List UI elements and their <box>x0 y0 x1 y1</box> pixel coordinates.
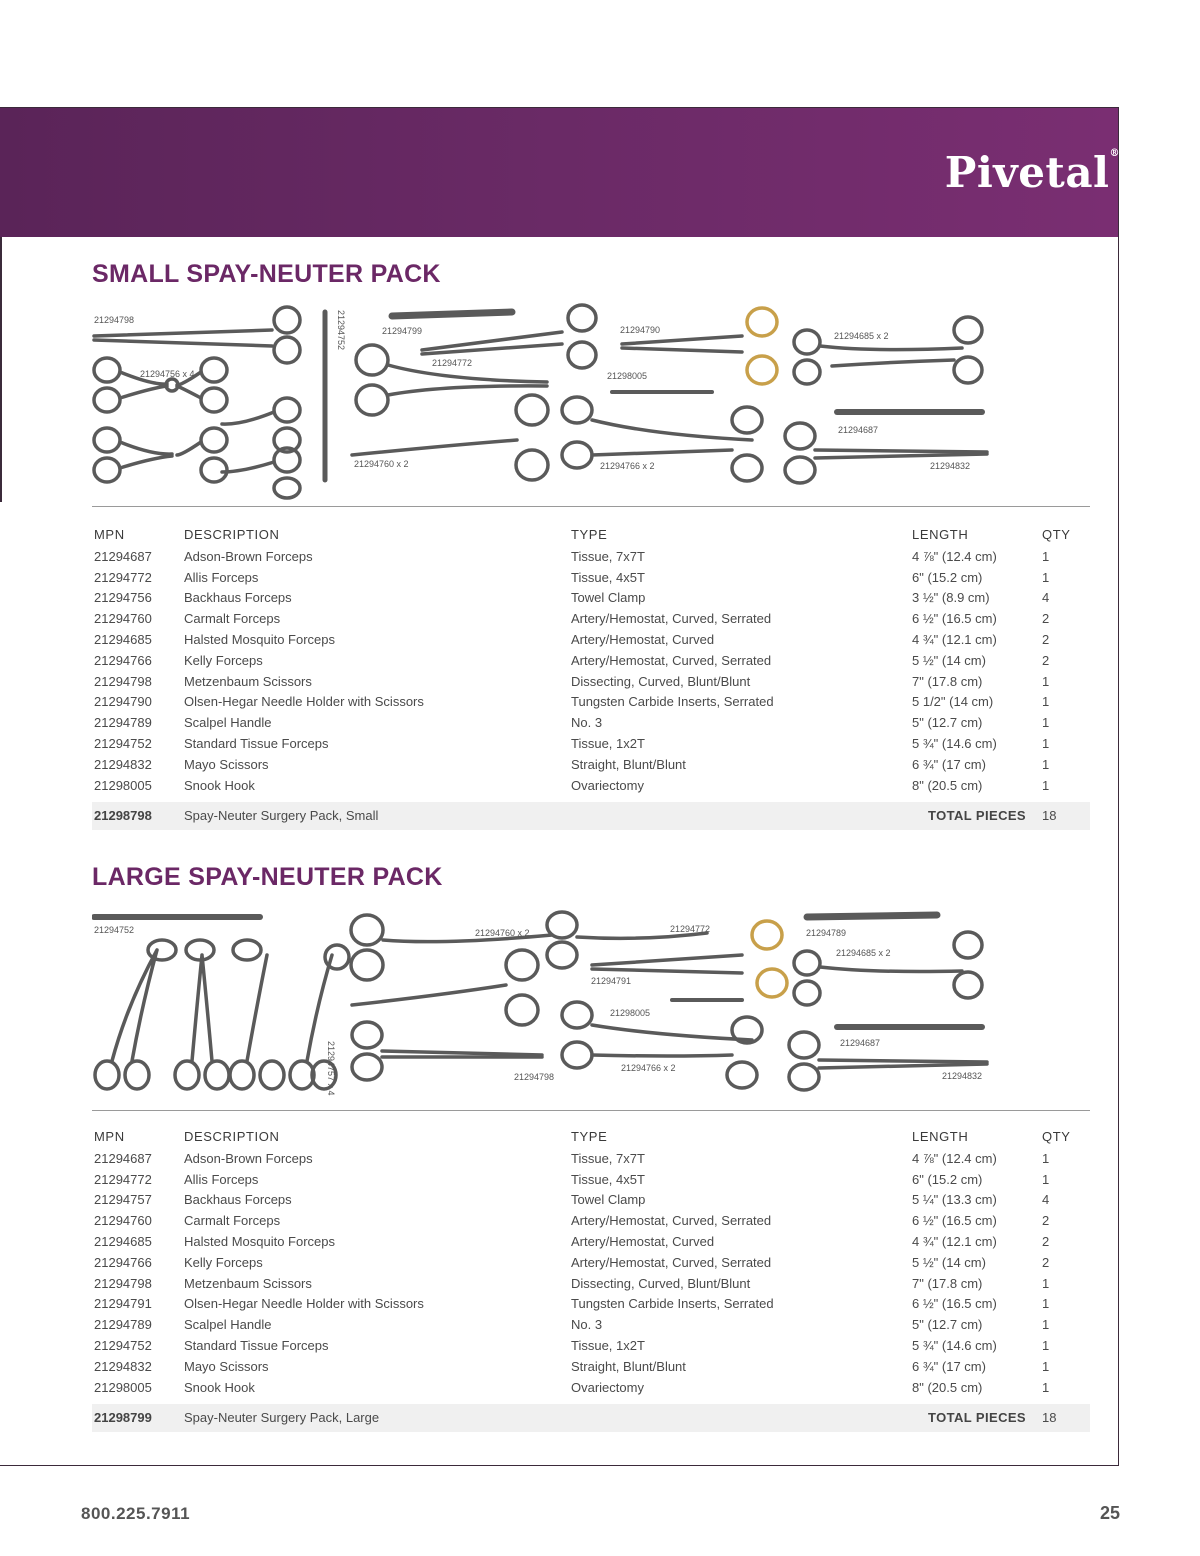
cell-mpn: 21294766 <box>94 1254 152 1270</box>
table-row <box>92 754 1090 775</box>
large-label-21294791: 21294791 <box>591 976 632 986</box>
large-label-21294687: 21294687 <box>840 1038 881 1048</box>
small-label-21294772: 21294772 <box>432 358 473 368</box>
large-label-21294685: 21294685 x 2 <box>836 948 891 958</box>
cell-description: Olsen-Hegar Needle Holder with Scissors <box>184 694 424 710</box>
cell-length: 7" (17.8 cm) <box>912 1275 983 1291</box>
cell-description: Scalpel Handle <box>184 1317 272 1333</box>
cell-length: 6 ¾" (17 cm) <box>912 756 986 772</box>
cell-length: 7" (17.8 cm) <box>912 673 983 689</box>
cell-qty: 1 <box>1042 694 1050 710</box>
cell-qty: 2 <box>1042 1254 1050 1270</box>
mayo-scissors-icon <box>785 423 987 483</box>
cell-mpn: 21294789 <box>94 1317 152 1333</box>
total-row <box>92 1404 1090 1432</box>
table-row <box>92 1231 1090 1252</box>
cell-mpn: 21294757 <box>94 1192 152 1208</box>
cell-mpn: 21294789 <box>94 715 152 731</box>
table-header-row <box>92 1127 1090 1148</box>
col-type: TYPE <box>571 1128 608 1144</box>
large-pack-title: LARGE SPAY-NEUTER PACK <box>92 863 443 891</box>
cell-length: 6 ½" (16.5 cm) <box>912 611 997 627</box>
col-mpn: MPN <box>94 526 125 542</box>
cell-type: Artery/Hemostat, Curved <box>571 632 715 648</box>
table-row <box>92 733 1090 754</box>
cell-length: 6" (15.2 cm) <box>912 1171 983 1187</box>
cell-mpn: 21294760 <box>94 1213 152 1229</box>
cell-type: Straight, Blunt/Blunt <box>571 756 686 772</box>
table-row <box>92 1148 1090 1169</box>
large-table-top-rule <box>92 1110 1090 1111</box>
small-label-21294760: 21294760 x 2 <box>354 459 409 469</box>
table-row <box>92 775 1090 796</box>
small-label-21298005: 21298005 <box>607 371 648 381</box>
cell-qty: 1 <box>1042 715 1050 731</box>
backhaus-clamp-icon <box>95 940 349 1089</box>
pivetal-logo: Pivetal® <box>944 148 1120 197</box>
large-label-21298005: 21298005 <box>610 1008 651 1018</box>
cell-length: 8" (20.5 cm) <box>912 777 983 793</box>
table-row <box>92 1335 1090 1356</box>
cell-mpn: 21294790 <box>94 694 152 710</box>
cell-description: Metzenbaum Scissors <box>184 1275 312 1291</box>
cell-mpn: 21294798 <box>94 673 152 689</box>
table-header-row <box>92 525 1090 546</box>
table-row <box>92 629 1090 650</box>
table-row <box>92 1190 1090 1211</box>
scalpel-handle-icon <box>392 312 512 316</box>
cell-qty: 1 <box>1042 1338 1050 1354</box>
cell-type: Tissue, 4x5T <box>571 569 645 585</box>
cell-length: 6 ½" (16.5 cm) <box>912 1213 997 1229</box>
cell-description: Kelly Forceps <box>184 1254 263 1270</box>
cell-length: 6" (15.2 cm) <box>912 569 983 585</box>
cell-mpn: 21298005 <box>94 1379 152 1395</box>
large-label-21294789: 21294789 <box>806 928 847 938</box>
cell-length: 5 ½" (14 cm) <box>912 1254 986 1270</box>
scalpel-handle-icon <box>807 915 937 917</box>
large-label-21294798: 21294798 <box>514 1072 555 1082</box>
small-instruments-illustration <box>92 300 1088 500</box>
cell-qty: 4 <box>1042 1192 1050 1208</box>
table-row <box>92 650 1090 671</box>
cell-length: 4 ¾" (12.1 cm) <box>912 632 997 648</box>
cell-description: Halsted Mosquito Forceps <box>184 632 336 648</box>
cell-qty: 2 <box>1042 632 1050 648</box>
cell-length: 5" (12.7 cm) <box>912 715 983 731</box>
cell-length: 3 ½" (8.9 cm) <box>912 590 990 606</box>
logo-text: Pivetal <box>944 148 1110 197</box>
total-row <box>92 802 1090 830</box>
table-row <box>92 1356 1090 1377</box>
cell-description: Scalpel Handle <box>184 715 272 731</box>
cell-type: Tissue, 1x2T <box>571 736 645 752</box>
cell-qty: 2 <box>1042 652 1050 668</box>
cell-description: Mayo Scissors <box>184 756 269 772</box>
total-pieces-qty: 18 <box>1040 1404 1090 1432</box>
left-border <box>0 237 2 502</box>
total-description: Spay-Neuter Surgery Pack, Small <box>182 802 910 830</box>
cell-length: 4 ⅞" (12.4 cm) <box>912 1150 997 1166</box>
cell-description: Halsted Mosquito Forceps <box>184 1234 336 1250</box>
table-row <box>92 1314 1090 1335</box>
col-qty: QTY <box>1042 526 1071 542</box>
cell-mpn: 21294772 <box>94 1171 152 1187</box>
cell-length: 6 ¾" (17 cm) <box>912 1358 986 1374</box>
cell-qty: 2 <box>1042 611 1050 627</box>
small-label-21294790: 21294790 <box>620 325 661 335</box>
table-row <box>92 567 1090 588</box>
cell-type: Artery/Hemostat, Curved, Serrated <box>571 652 772 668</box>
col-length: LENGTH <box>912 1128 969 1144</box>
cell-mpn: 21294832 <box>94 1358 152 1374</box>
small-label-21294799: 21294799 <box>382 326 423 336</box>
cell-type: Straight, Blunt/Blunt <box>571 1358 686 1374</box>
cell-description: Standard Tissue Forceps <box>184 736 329 752</box>
small-pack-instruments-image <box>92 300 1088 500</box>
col-type: TYPE <box>571 526 608 542</box>
cell-type: Artery/Hemostat, Curved <box>571 1234 715 1250</box>
col-description: DESCRIPTION <box>184 526 280 542</box>
cell-qty: 1 <box>1042 777 1050 793</box>
col-qty: QTY <box>1042 1128 1071 1144</box>
small-pack-title: SMALL SPAY-NEUTER PACK <box>92 260 441 288</box>
cell-type: Artery/Hemostat, Curved, Serrated <box>571 1254 772 1270</box>
footer-phone: 800.225.7911 <box>81 1504 191 1523</box>
total-pieces-label: TOTAL PIECES <box>910 802 1040 830</box>
cell-length: 5 ¾" (14.6 cm) <box>912 736 997 752</box>
cell-description: Allis Forceps <box>184 569 259 585</box>
cell-qty: 1 <box>1042 673 1050 689</box>
cell-mpn: 21294772 <box>94 569 152 585</box>
large-label-21294772: 21294772 <box>670 924 711 934</box>
cell-qty: 1 <box>1042 1358 1050 1374</box>
large-instruments-illustration <box>92 905 1088 1105</box>
small-label-21294766: 21294766 x 2 <box>600 461 655 471</box>
cell-qty: 1 <box>1042 736 1050 752</box>
large-label-21294766: 21294766 x 2 <box>621 1063 676 1073</box>
cell-description: Allis Forceps <box>184 1171 259 1187</box>
halsted-mosquito-icon <box>794 317 982 384</box>
cell-type: Tissue, 7x7T <box>571 548 645 564</box>
large-label-21294752: 21294752 <box>94 925 135 935</box>
cell-qty: 1 <box>1042 756 1050 772</box>
large-label-21294757: 21294757 x 4 <box>326 1041 336 1096</box>
small-label-21294752: 21294752 <box>336 310 346 351</box>
cell-type: Tissue, 4x5T <box>571 1171 645 1187</box>
table-row <box>92 546 1090 567</box>
cell-qty: 1 <box>1042 569 1050 585</box>
col-length: LENGTH <box>912 526 969 542</box>
cell-qty: 1 <box>1042 1171 1050 1187</box>
cell-mpn: 21294756 <box>94 590 152 606</box>
cell-description: Snook Hook <box>184 777 255 793</box>
cell-description: Adson-Brown Forceps <box>184 548 313 564</box>
cell-length: 5 ½" (14 cm) <box>912 652 986 668</box>
cell-length: 5 ¼" (13.3 cm) <box>912 1192 997 1208</box>
cell-type: Towel Clamp <box>571 1192 646 1208</box>
cell-type: Ovariectomy <box>571 1379 644 1395</box>
cell-length: 4 ⅞" (12.4 cm) <box>912 548 997 564</box>
mayo-scissors-icon <box>789 1032 987 1090</box>
cell-type: Ovariectomy <box>571 777 644 793</box>
cell-qty: 1 <box>1042 1379 1050 1395</box>
cell-description: Backhaus Forceps <box>184 1192 292 1208</box>
small-label-21294798: 21294798 <box>94 315 135 325</box>
cell-type: Dissecting, Curved, Blunt/Blunt <box>571 1275 751 1291</box>
table-row <box>92 1294 1090 1315</box>
cell-description: Mayo Scissors <box>184 1358 269 1374</box>
cell-type: Tungsten Carbide Inserts, Serrated <box>571 694 774 710</box>
cell-mpn: 21294791 <box>94 1296 152 1312</box>
cell-qty: 1 <box>1042 1275 1050 1291</box>
kelly-forceps-icon <box>562 397 762 481</box>
cell-qty: 1 <box>1042 1150 1050 1166</box>
cell-description: Metzenbaum Scissors <box>184 673 312 689</box>
total-pieces-qty: 18 <box>1040 802 1090 830</box>
cell-mpn: 21294832 <box>94 756 152 772</box>
cell-length: 4 ¾" (12.1 cm) <box>912 1234 997 1250</box>
table-row <box>92 588 1090 609</box>
small-label-21294685: 21294685 x 2 <box>834 331 889 341</box>
cell-mpn: 21294687 <box>94 1150 152 1166</box>
cell-length: 5" (12.7 cm) <box>912 1317 983 1333</box>
cell-type: No. 3 <box>571 1317 603 1333</box>
cell-description: Adson-Brown Forceps <box>184 1150 313 1166</box>
small-pack-table <box>92 525 1090 830</box>
cell-length: 5 ¾" (14.6 cm) <box>912 1338 997 1354</box>
cell-description: Olsen-Hegar Needle Holder with Scissors <box>184 1296 424 1312</box>
cell-qty: 1 <box>1042 1296 1050 1312</box>
cell-type: Tissue, 7x7T <box>571 1150 645 1166</box>
large-pack-instruments-image <box>92 905 1088 1105</box>
table-row <box>92 671 1090 692</box>
kelly-forceps-icon <box>562 1002 762 1088</box>
cell-type: Dissecting, Curved, Blunt/Blunt <box>571 673 751 689</box>
cell-mpn: 21294798 <box>94 1275 152 1291</box>
halsted-mosquito-icon <box>794 932 982 1005</box>
table-row <box>92 1377 1090 1398</box>
col-mpn: MPN <box>94 1128 125 1144</box>
backhaus-clamp-icon <box>94 358 300 498</box>
cell-qty: 2 <box>1042 1234 1050 1250</box>
large-label-21294832: 21294832 <box>942 1071 983 1081</box>
table-row <box>92 1273 1090 1294</box>
cell-description: Carmalt Forceps <box>184 611 281 627</box>
total-mpn: 21298798 <box>92 802 182 830</box>
col-description: DESCRIPTION <box>184 1128 280 1144</box>
table-row <box>92 692 1090 713</box>
cell-mpn: 21294752 <box>94 736 152 752</box>
table-row <box>92 1169 1090 1190</box>
cell-mpn: 21294685 <box>94 1234 152 1250</box>
total-description: Spay-Neuter Surgery Pack, Large <box>182 1404 910 1432</box>
small-label-21294832: 21294832 <box>930 461 971 471</box>
table-row <box>92 1210 1090 1231</box>
cell-length: 6 ½" (16.5 cm) <box>912 1296 997 1312</box>
cell-length: 5 1/2" (14 cm) <box>912 694 994 710</box>
table-row <box>92 608 1090 629</box>
cell-mpn: 21294760 <box>94 611 152 627</box>
page-number: 25 <box>1099 1503 1120 1523</box>
cell-mpn: 21294766 <box>94 652 152 668</box>
large-pack-table <box>92 1127 1090 1432</box>
cell-qty: 4 <box>1042 590 1050 606</box>
cell-qty: 2 <box>1042 1213 1050 1229</box>
table-row <box>92 1252 1090 1273</box>
cell-qty: 1 <box>1042 1317 1050 1333</box>
cell-description: Snook Hook <box>184 1379 255 1395</box>
cell-mpn: 21294685 <box>94 632 152 648</box>
cell-description: Backhaus Forceps <box>184 590 292 606</box>
cell-type: No. 3 <box>571 715 603 731</box>
cell-mpn: 21298005 <box>94 777 152 793</box>
cell-description: Carmalt Forceps <box>184 1213 281 1229</box>
cell-description: Standard Tissue Forceps <box>184 1338 329 1354</box>
cell-type: Tungsten Carbide Inserts, Serrated <box>571 1296 774 1312</box>
cell-description: Kelly Forceps <box>184 652 263 668</box>
cell-type: Artery/Hemostat, Curved, Serrated <box>571 1213 772 1229</box>
total-mpn: 21298799 <box>92 1404 182 1432</box>
cell-type: Towel Clamp <box>571 590 646 606</box>
total-pieces-label: TOTAL PIECES <box>910 1404 1040 1432</box>
small-table-top-rule <box>92 506 1090 507</box>
small-label-21294687: 21294687 <box>838 425 879 435</box>
small-label-21294756: 21294756 x 4 <box>140 369 195 379</box>
cell-mpn: 21294687 <box>94 548 152 564</box>
cell-mpn: 21294752 <box>94 1338 152 1354</box>
large-label-21294760: 21294760 x 2 <box>475 928 530 938</box>
cell-length: 8" (20.5 cm) <box>912 1379 983 1395</box>
cell-qty: 1 <box>1042 548 1050 564</box>
cell-type: Tissue, 1x2T <box>571 1338 645 1354</box>
table-row <box>92 712 1090 733</box>
cell-type: Artery/Hemostat, Curved, Serrated <box>571 611 772 627</box>
